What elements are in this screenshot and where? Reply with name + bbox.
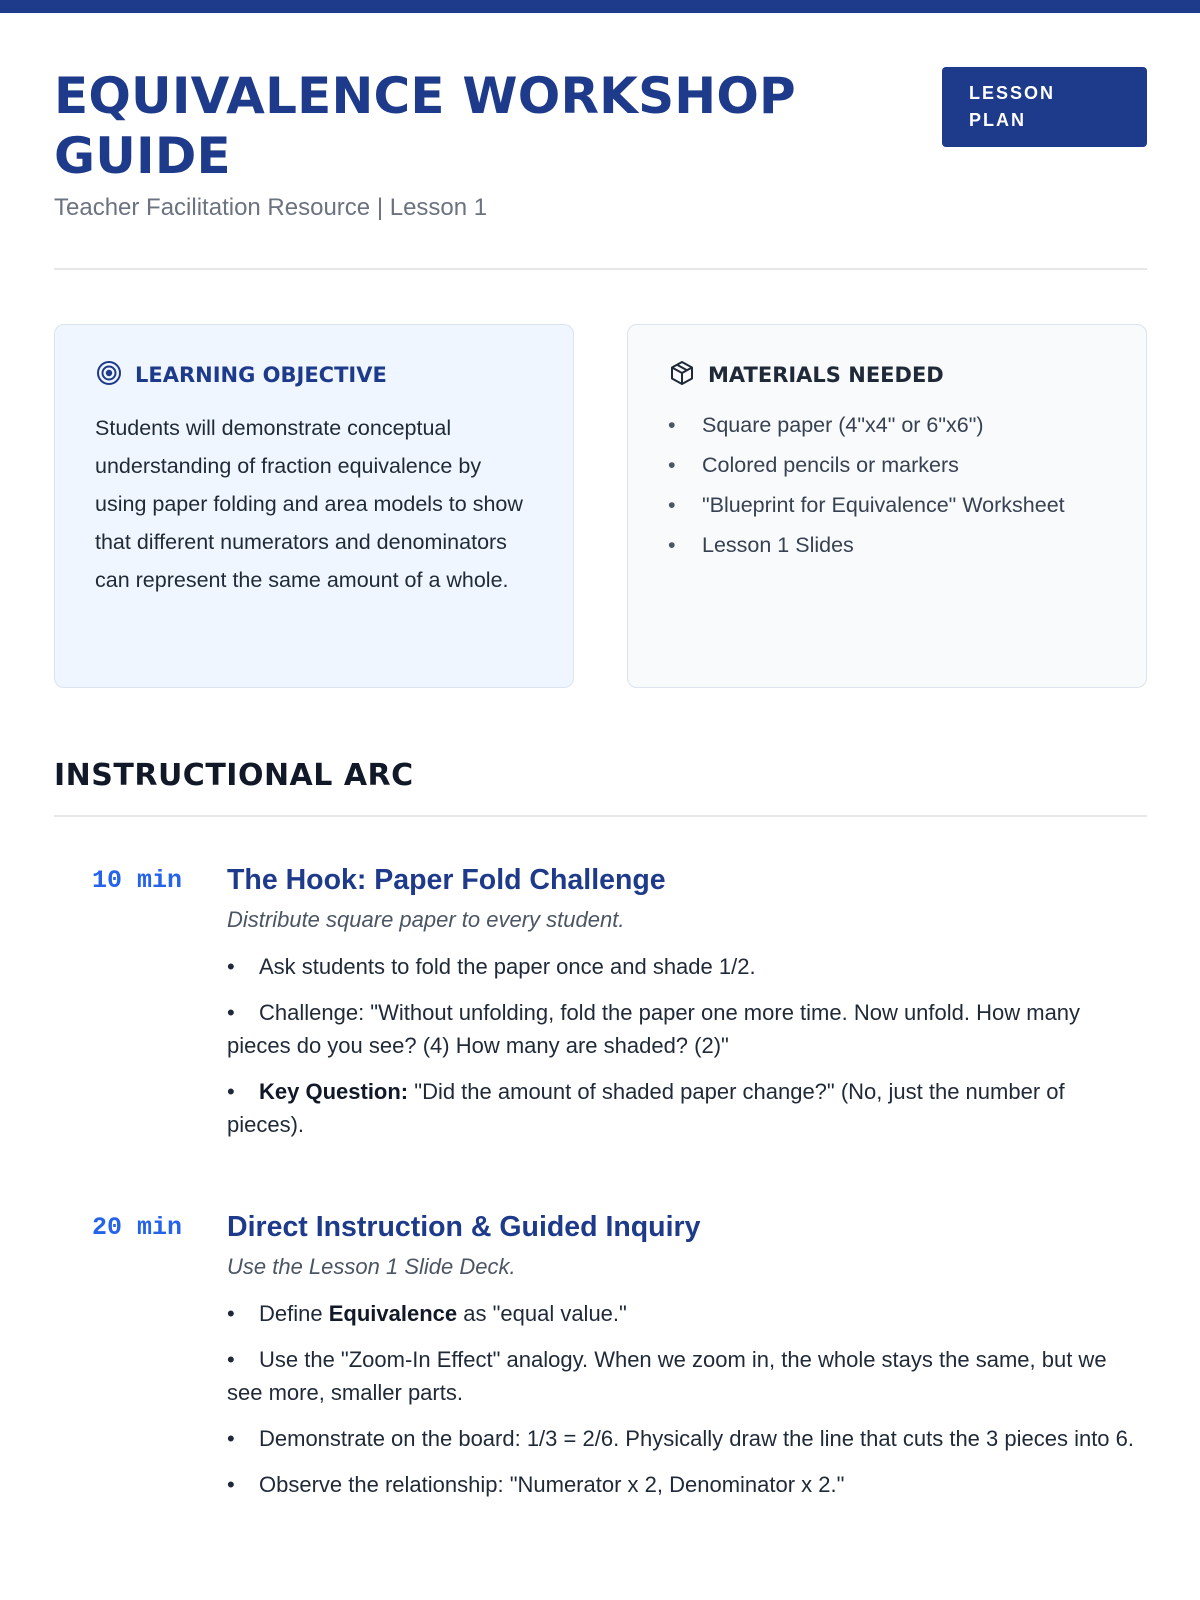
material-item: • Lesson 1 Slides [668,525,1106,565]
equivalence-term: Equivalence [328,1301,458,1326]
step-bullet: • Use the "Zoom-In Effect" analogy. When we zoom in, the whole stays the same, but we see more, smaller parts. [227,1347,1107,1405]
step-note: Use the Lesson 1 Slide Deck. [227,1254,516,1279]
page-header [54,66,1147,222]
key-question-label: Key Question: [259,1079,409,1104]
top-accent-bar [0,0,1200,13]
lesson-plan-badge [942,67,1147,147]
step-bullet: • Ask students to fold the paper once and shade 1/2. [227,954,756,979]
materials-list [668,405,1106,565]
step-body [227,1209,1147,1514]
step-body [227,862,1147,1154]
header-divider [54,268,1147,270]
objective-heading-row [95,361,533,389]
step-note: Distribute square paper to every student. [227,907,625,932]
instructional-arc-heading: INSTRUCTIONAL ARC [54,758,414,793]
page-title: EQUIVALENCE WORKSHOP GUIDE [54,67,796,185]
step-duration: 10 min [92,866,183,895]
materials-heading: MATERIALS NEEDED [708,363,944,387]
target-icon [95,359,123,392]
step-bullet-list [227,1297,1147,1501]
materials-card [627,324,1147,688]
learning-objective-card [54,324,574,688]
step-title: The Hook: Paper Fold Challenge [227,864,666,896]
objective-heading: LEARNING OBJECTIVE [135,363,387,387]
material-item: • "Blueprint for Equivalence" Worksheet [668,485,1106,525]
material-item: • Colored pencils or markers [668,445,1106,485]
step-title: Direct Instruction & Guided Inquiry [227,1211,701,1243]
section-divider [54,815,1147,817]
step-duration: 20 min [92,1213,183,1242]
badge-line-1: LESSON [969,83,1056,103]
page-subtitle: Teacher Facilitation Resource | Lesson 1 [54,194,488,221]
step-bullet: • Key Question: "Did the amount of shaded paper change?" (No, just the number of pieces). [227,1079,1065,1137]
step-bullet: • Demonstrate on the board: 1/3 = 2/6. Physically draw the line that cuts the 3 pieces into 6. [227,1426,1135,1451]
step-bullet: • Define Equivalence as "equal value." [227,1301,627,1326]
objective-text: Students will demonstrate conceptual understanding of fraction equivalence by using paper folding and area models to show that different numerators and denominators can represent the same amount of a whole. [95,416,523,592]
step-bullet: • Challenge: "Without unfolding, fold the paper one more time. Now unfold. How many pieces do you see? (4) How many are shaded? (2)" [227,1000,1081,1058]
step-bullet: • Observe the relationship: "Numerator x 2, Denominator x 2." [227,1472,845,1497]
box-icon [668,359,696,392]
badge-line-2: PLAN [969,110,1026,130]
materials-heading-row [668,361,1106,389]
material-item: • Square paper (4"x4" or 6"x6") [668,405,1106,445]
step-bullet-list [227,950,1147,1141]
